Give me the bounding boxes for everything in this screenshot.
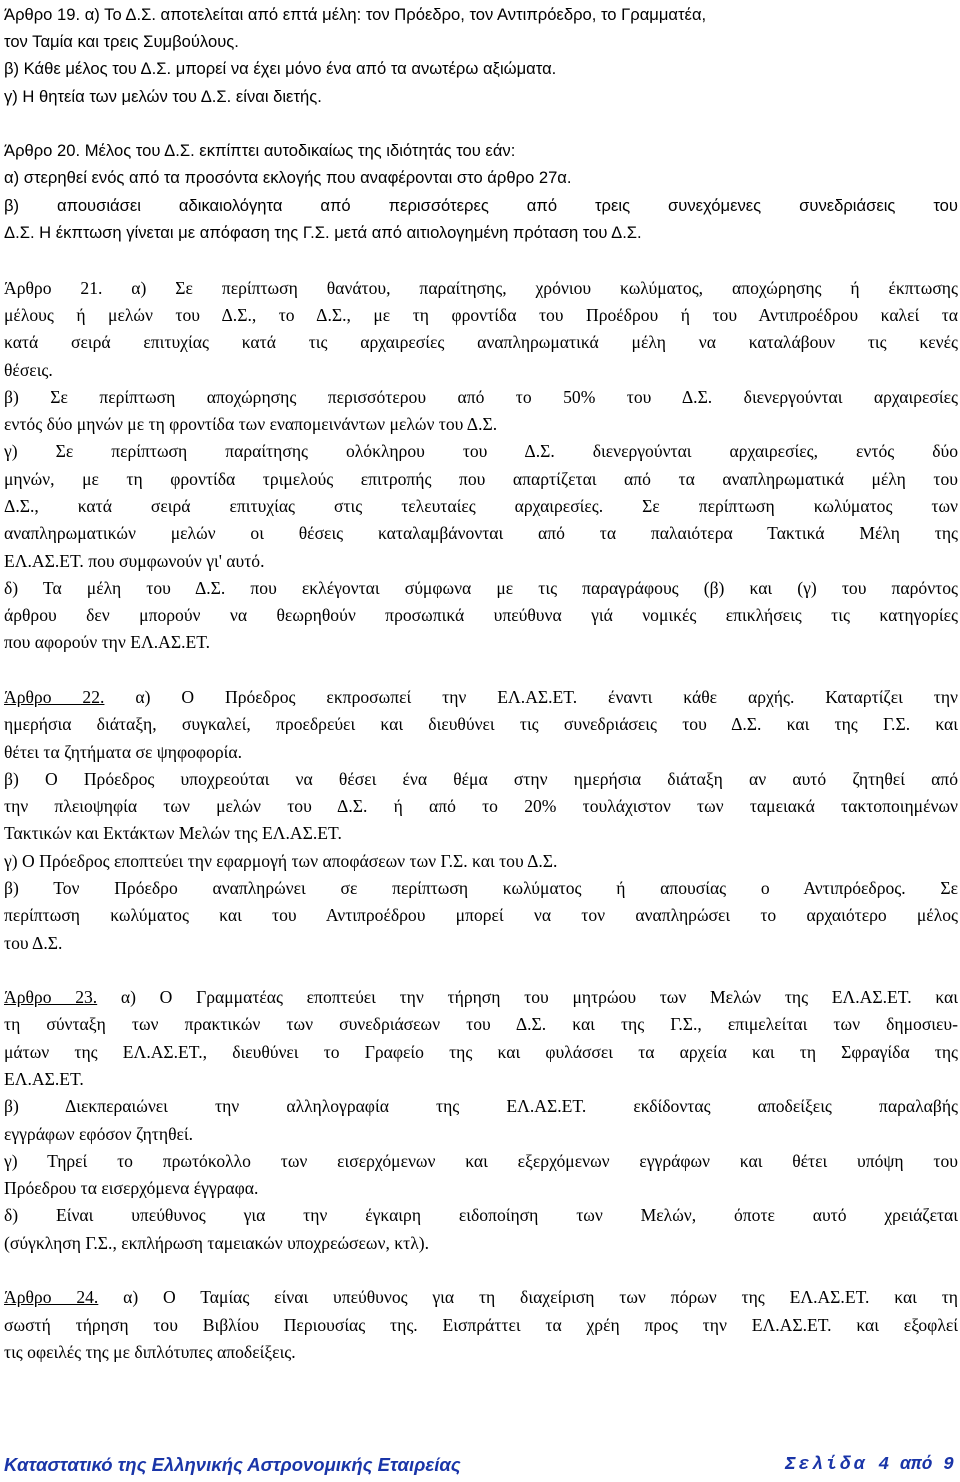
article-21-line-4: θέσεις. bbox=[4, 360, 53, 380]
article-22-line-4: β) Ο Πρόεδρος υποχρεούται να θέσει ένα θέμα στην ημερήσια διάταξη αν αυτό ζητηθεί από bbox=[4, 769, 958, 789]
article-22-line-9: περίπτωση κωλύματος και του Αντιπροέδρου μπορεί να τον αναπληρώσει το αρχαιότερο μέλος bbox=[4, 905, 958, 925]
footer-of-word: από bbox=[899, 1455, 933, 1475]
article-21-line-6: εντός δύο μηνών με τη φροντίδα των εναπομεινάντων μελών του Δ.Σ. bbox=[4, 414, 498, 434]
footer-title: Καταστατικό της Ελληνικής Αστρονομικής Εταιρείας bbox=[4, 1454, 461, 1475]
article-21-line-3: κατά σειρά επιτυχίας κατά τις αρχαιρεσίες αναπληρωματικά μέλη να καταλάβουν τις κενές bbox=[4, 332, 958, 352]
article-22-heading: Άρθρο 22. bbox=[4, 687, 105, 707]
article-19-line-4: γ) Η θητεία των μελών του Δ.Σ. είναι διετής. bbox=[4, 87, 322, 106]
article-22-line-8: β) Τον Πρόεδρο αναπληρώνει σε περίπτωση κωλύματος ή απουσίας ο Αντιπρόεδρος. Σε bbox=[4, 878, 958, 898]
article-22-line-5: την πλειοψηφία των μελών του Δ.Σ. ή από το 20% τουλάχιστον των ταμειακά τακτοποιημένων bbox=[4, 796, 958, 816]
article-24-line-1: Άρθρο 24. α) Ο Ταμίας είναι υπεύθυνος για τη διαχείριση των πόρων της ΕΛ.ΑΣ.ΕΤ. και τη bbox=[4, 1287, 958, 1307]
article-20-heading: Άρθρο 20. bbox=[4, 141, 81, 160]
article-22-line-3: θέτει τα ζητήματα σε ψηφοφορία. bbox=[4, 742, 243, 762]
footer-total-pages: 9 bbox=[943, 1455, 954, 1475]
article-23-line-2: τη σύνταξη των πρακτικών των συνεδριάσεων του Δ.Σ. και της Γ.Σ., επιμελείται των δημοσιευ- bbox=[4, 1014, 958, 1034]
article-21-line-10: αναπληρωματικών μελών οι θέσεις καταλαμβάνονται από τα παλαιότερα Τακτικά Μέλη της bbox=[4, 523, 958, 543]
article-20-line-3: β) απουσιάσει αδικαιολόγητα από περισσότερες από τρεις συνεχόμενες συνεδριάσεις του bbox=[4, 196, 958, 215]
article-21-line-11: ΕΛ.ΑΣ.ΕΤ. που συμφωνούν γι' αυτό. bbox=[4, 551, 265, 571]
article-19-heading: Άρθρο 19. bbox=[4, 5, 81, 24]
article-21-line-7: γ) Σε περίπτωση παραίτησης ολόκληρου του Δ.Σ. διενεργούνται αρχαιρεσίες, εντός δύο bbox=[4, 441, 958, 461]
article-19-line-3: β) Κάθε μέλος του Δ.Σ. μπορεί να έχει μόνο ένα από τα ανωτέρω αξιώματα. bbox=[4, 59, 557, 78]
article-20-line-2: α) στερηθεί ενός από τα προσόντα εκλογής που αναφέρονται στο άρθρο 27α. bbox=[4, 168, 572, 187]
page-footer bbox=[4, 1452, 958, 1482]
article-21-line-9: Δ.Σ., κατά σειρά επιτυχίας στις τελευταίες αρχαιρεσίες. Σε περίπτωση κωλύματος των bbox=[4, 496, 958, 516]
article-24-heading: Άρθρο 24. bbox=[4, 1287, 99, 1307]
article-23-line-3: μάτων της ΕΛ.ΑΣ.ΕΤ., διευθύνει το Γραφείο της και φυλάσσει τα αρχεία και τη Σφραγίδα της bbox=[4, 1042, 958, 1062]
article-23-line-7: γ) Τηρεί το πρωτόκολλο των εισερχόμενων και εξερχόμενων εγγράφων και θέτει υπόψη του bbox=[4, 1151, 958, 1171]
footer-page-word: Σελίδα bbox=[784, 1455, 868, 1475]
article-23-line-8: Πρόεδρου τα εισερχόμενα έγγραφα. bbox=[4, 1178, 259, 1198]
article-21-line-14: που αφορούν την ΕΛ.ΑΣ.ΕΤ. bbox=[4, 632, 211, 652]
article-22-line-1: Άρθρο 22. α) Ο Πρόεδρος εκπροσωπεί την ΕΛ.ΑΣ.ΕΤ. έναντι κάθε αρχής. Καταρτίζει την bbox=[4, 687, 958, 707]
article-20-line-1: Άρθρο 20. Μέλος του Δ.Σ. εκπίπτει αυτοδικαίως της ιδιότητάς του εάν: bbox=[4, 141, 516, 160]
article-22-line-7: γ) Ο Πρόεδρος εποπτεύει την εφαρμογή των αποφάσεων των Γ.Σ. και του Δ.Σ. bbox=[4, 851, 558, 871]
article-21-line-13: άρθρου δεν μπορούν να θεωρηθούν προσωπικά υπεύθυνα γιά νομικές επικλήσεις τις κατηγορίες bbox=[4, 605, 958, 625]
article-22-line-2: ημερήσια διάταξη, συγκαλεί, προεδρεύει και διευθύνει τις συνεδριάσεις του Δ.Σ. και της Γ.Σ. και bbox=[4, 714, 958, 734]
footer-current-page: 4 bbox=[878, 1455, 890, 1475]
article-21-line-12: δ) Τα μέλη του Δ.Σ. που εκλέγονται σύμφωνα με τις παραγράφους (β) και (γ) του παρόντος bbox=[4, 578, 958, 598]
article-23-line-1: Άρθρο 23. α) Ο Γραμματέας εποπτεύει την τήρηση του μητρώου των Μελών της ΕΛ.ΑΣ.ΕΤ. και bbox=[4, 987, 958, 1007]
article-21-line-8: μηνών, με τη φροντίδα τριμελούς επιτροπής που απαρτίζεται από τα αναπληρωματικά μέλη του bbox=[4, 469, 958, 489]
article-23-line-6: εγγράφων εφόσον ζητηθεί. bbox=[4, 1124, 194, 1144]
article-21-line-5: β) Σε περίπτωση αποχώρησης περισσότερου από το 50% του Δ.Σ. διενεργούνται αρχαιρεσίες bbox=[4, 387, 958, 407]
article-23-line-4: ΕΛ.ΑΣ.ΕΤ. bbox=[4, 1069, 84, 1089]
footer-page-number bbox=[785, 1452, 954, 1478]
article-21-line-1: Άρθρο 21. α) Σε περίπτωση θανάτου, παραίτησης, χρόνιου κωλύματος, αποχώρησης ή έκπτωσης bbox=[4, 278, 958, 298]
article-23-line-9: δ) Είναι υπεύθυνος για την έγκαιρη ειδοποίηση των Μελών, όποτε αυτό χρειάζεται bbox=[4, 1205, 958, 1225]
article-23-line-10: (σύγκληση Γ.Σ., εκπλήρωση ταμειακών υποχρεώσεων, κτλ). bbox=[4, 1233, 429, 1253]
article-20-line-4: Δ.Σ. Η έκπτωση γίνεται με απόφαση της Γ.Σ. μετά από αιτιολογημένη πρόταση του Δ.Σ. bbox=[4, 223, 642, 242]
article-24-line-2: σωστή τήρηση του Βιβλίου Περιουσίας της. Εισπράττει τα χρέη προς την ΕΛ.ΑΣ.ΕΤ. και εξοφλεί bbox=[4, 1315, 958, 1335]
article-23-line-5: β) Διεκπεραιώνει την αλληλογραφία της ΕΛ.ΑΣ.ΕΤ. εκδίδοντας αποδείξεις παραλαβής bbox=[4, 1096, 958, 1116]
article-24-line-3: τις οφειλές της με διπλότυπες αποδείξεις. bbox=[4, 1342, 296, 1362]
article-19-line-1: Άρθρο 19. α) Το Δ.Σ. αποτελείται από επτά μέλη: τον Πρόεδρο, τον Αντιπρόεδρο, το Γραμματέα, bbox=[4, 5, 707, 24]
article-21-heading: Άρθρο 21. bbox=[4, 278, 103, 298]
article-21-line-2: μέλους ή μελών του Δ.Σ., το Δ.Σ., με τη φροντίδα του Προέδρου ή του Αντιπροέδρου καλεί τα bbox=[4, 305, 958, 325]
article-22-line-6: Τακτικών και Εκτάκτων Μελών της ΕΛ.ΑΣ.ΕΤ. bbox=[4, 823, 342, 843]
article-19-line-2: τον Ταμία και τρεις Συμβούλους. bbox=[4, 32, 239, 51]
article-23-heading: Άρθρο 23. bbox=[4, 987, 98, 1007]
article-22-line-10: του Δ.Σ. bbox=[4, 933, 63, 953]
